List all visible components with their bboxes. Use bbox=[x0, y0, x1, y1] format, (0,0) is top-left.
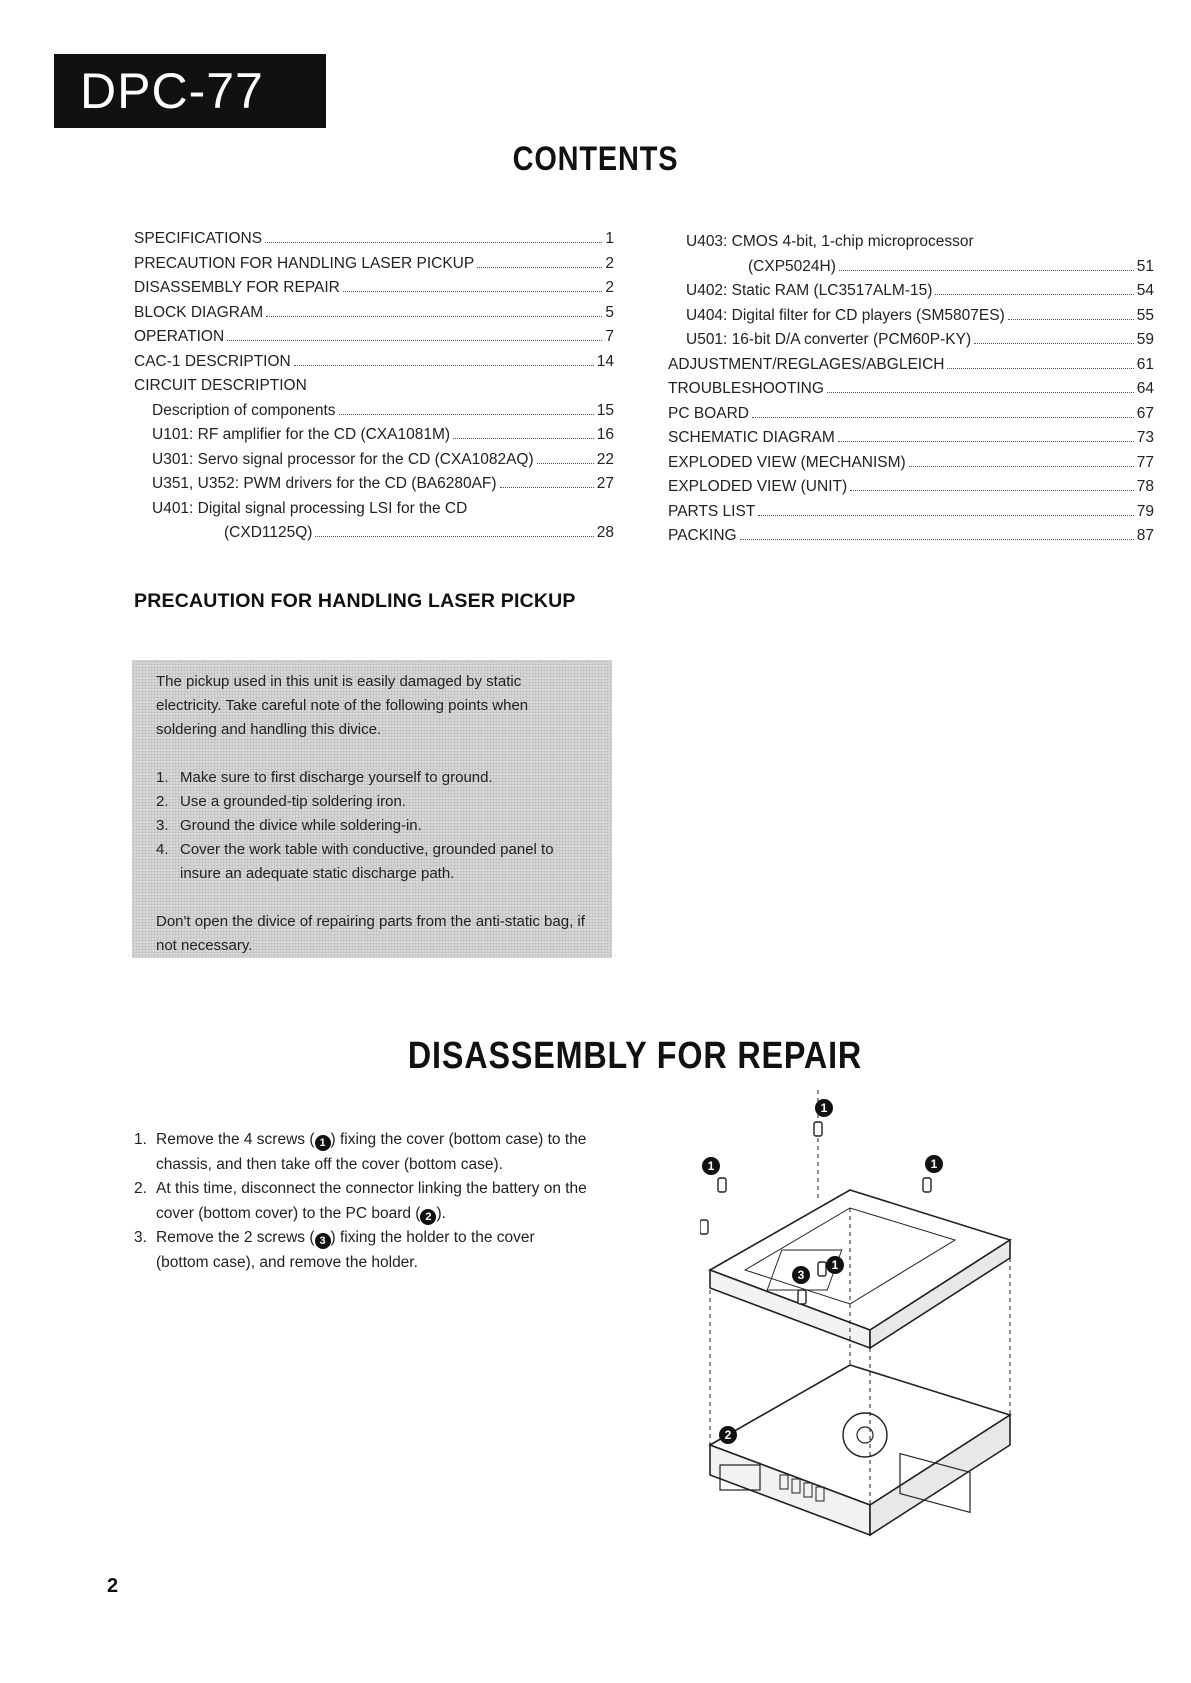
toc-entry-page: 64 bbox=[1136, 380, 1154, 397]
svg-text:1: 1 bbox=[930, 1157, 938, 1171]
toc-entry-label: U501: 16-bit D/A converter (PCM60P-KY) bbox=[686, 331, 972, 348]
screw-icon bbox=[700, 1220, 708, 1234]
toc-entry-label: U404: Digital filter for CD players (SM5807ES) bbox=[686, 306, 1005, 324]
screw-icon bbox=[718, 1178, 726, 1192]
toc-leader-dots bbox=[343, 291, 603, 292]
toc-entry-label: (CXP5024H) bbox=[748, 257, 836, 275]
toc-entry bbox=[134, 301, 614, 326]
toc-entry-page: 27 bbox=[596, 475, 614, 492]
toc-entry-label: CIRCUIT DESCRIPTION bbox=[134, 377, 307, 394]
marker-icon bbox=[719, 1426, 737, 1444]
toc-entry bbox=[134, 276, 614, 301]
toc-entry-label: TROUBLESHOOTING bbox=[668, 380, 824, 397]
toc-leader-dots bbox=[974, 343, 1134, 344]
toc-entry bbox=[668, 500, 1154, 525]
toc-leader-dots bbox=[266, 316, 602, 317]
toc-entry bbox=[134, 350, 614, 375]
toc-entry-label: Description of components bbox=[152, 401, 336, 419]
toc-entry bbox=[668, 402, 1154, 427]
toc-leader-dots bbox=[740, 539, 1134, 540]
toc-entry-page: 78 bbox=[1136, 478, 1154, 495]
svg-text:2: 2 bbox=[724, 1428, 732, 1442]
toc-leader-dots bbox=[839, 270, 1134, 271]
toc-entry-page: 73 bbox=[1136, 429, 1154, 446]
screw-icon bbox=[923, 1178, 931, 1192]
toc-entry-page: 67 bbox=[1136, 404, 1154, 422]
toc-entry-label: U301: Servo signal processor for the CD (CXA1082AQ) bbox=[152, 450, 534, 468]
toc-entry bbox=[134, 423, 614, 448]
screw-icon bbox=[798, 1290, 806, 1304]
toc-entry-page: 14 bbox=[596, 352, 614, 370]
toc-entry bbox=[668, 230, 1154, 255]
toc-leader-dots bbox=[339, 414, 594, 415]
toc-leader-dots bbox=[752, 417, 1134, 418]
marker-icon bbox=[702, 1157, 720, 1175]
toc-entry-label: SPECIFICATIONS bbox=[134, 230, 263, 247]
toc-entry-label: EXPLODED VIEW (UNIT) bbox=[668, 478, 848, 495]
toc-right-column bbox=[668, 230, 1154, 549]
toc-entry-page: 2 bbox=[605, 279, 614, 296]
marker-1-icon: 1 bbox=[315, 1135, 331, 1151]
marker-2-icon: 2 bbox=[420, 1209, 436, 1225]
toc-leader-dots bbox=[315, 536, 593, 537]
disassembly-step: 2. At this time, disconnect the connector linking the battery on the cover (bottom cover) to the PC board ( 2 ). bbox=[134, 1180, 587, 1223]
toc-entry bbox=[668, 524, 1154, 549]
toc-entry-label: U351, U352: PWM drivers for the CD (BA6280AF) bbox=[152, 475, 497, 492]
caution-point: 3. Ground the divice while soldering-in. bbox=[156, 817, 422, 834]
marker-3-icon: 3 bbox=[315, 1233, 331, 1249]
toc-leader-dots bbox=[453, 438, 594, 439]
toc-leader-dots bbox=[477, 267, 602, 268]
toc-leader-dots bbox=[227, 340, 602, 341]
toc-leader-dots bbox=[850, 490, 1134, 491]
toc-entry bbox=[668, 451, 1154, 476]
disassembly-step: 3. Remove the 2 screws ( 3 ) fixing the holder to the cover (bottom case), and remove the holder. bbox=[134, 1229, 535, 1271]
toc-leader-dots bbox=[294, 365, 594, 366]
toc-leader-dots bbox=[758, 515, 1133, 516]
toc-left-column bbox=[134, 227, 614, 546]
toc-entry bbox=[668, 328, 1154, 353]
toc-entry-label: ADJUSTMENT/REGLAGES/ABGLEICH bbox=[668, 355, 945, 373]
toc-entry-label: CAC-1 DESCRIPTION bbox=[134, 352, 291, 370]
toc-entry-label: PARTS LIST bbox=[668, 502, 756, 520]
disassembly-step: 1. Remove the 4 screws ( 1 ) fixing the cover (bottom case) to the chassis, and then take off the cover (bottom case). bbox=[134, 1131, 587, 1173]
toc-entry-page: 16 bbox=[596, 426, 614, 443]
marker-icon bbox=[815, 1099, 833, 1117]
toc-entry bbox=[134, 325, 614, 350]
marker-icon bbox=[792, 1266, 810, 1284]
page-number: 2 bbox=[107, 1575, 119, 1597]
toc-entry bbox=[134, 448, 614, 473]
toc-entry bbox=[668, 475, 1154, 500]
marker-icon bbox=[826, 1256, 844, 1274]
toc-entry-page: 22 bbox=[596, 450, 614, 468]
toc-entry bbox=[668, 255, 1154, 280]
toc-entry-label: U401: Digital signal processing LSI for the CD bbox=[152, 499, 468, 517]
precaution-heading: PRECAUTION FOR HANDLING LASER PICKUP bbox=[134, 590, 576, 612]
caution-point: 2. Use a grounded-tip soldering iron. bbox=[156, 793, 406, 810]
svg-text:1: 1 bbox=[820, 1101, 828, 1115]
svg-text:1: 1 bbox=[707, 1159, 715, 1173]
screw-icon bbox=[814, 1122, 822, 1136]
toc-entry-page: 28 bbox=[596, 524, 614, 541]
toc-entry-page: 2 bbox=[605, 254, 614, 272]
toc-entry-label: U403: CMOS 4-bit, 1-chip microprocessor bbox=[686, 233, 974, 250]
svg-text:1: 1 bbox=[831, 1258, 839, 1272]
toc-leader-dots bbox=[827, 392, 1134, 393]
disassembly-exploded-diagram bbox=[700, 1090, 1030, 1550]
caution-point: 4. Cover the work table with conductive, grounded panel to insure an adequate static discharge path. bbox=[156, 841, 554, 882]
toc-entry bbox=[668, 377, 1154, 402]
toc-entry-page: 77 bbox=[1136, 453, 1154, 471]
svg-text:3: 3 bbox=[797, 1268, 805, 1282]
toc-entry-page: 15 bbox=[596, 401, 614, 419]
toc-entry bbox=[668, 279, 1154, 304]
caution-footer: Don't open the divice of repairing parts from the anti-static bag, if not necessary. bbox=[156, 913, 585, 954]
toc-entry-page: 55 bbox=[1136, 306, 1154, 324]
toc-leader-dots bbox=[500, 487, 594, 488]
toc-leader-dots bbox=[265, 242, 602, 243]
toc-entry-label: BLOCK DIAGRAM bbox=[134, 303, 264, 321]
disassembly-steps bbox=[134, 1128, 589, 1275]
marker-icon bbox=[925, 1155, 943, 1173]
toc-entry-page: 79 bbox=[1136, 502, 1154, 520]
toc-leader-dots bbox=[947, 368, 1133, 369]
toc-entry bbox=[134, 227, 614, 252]
toc-entry-label: PACKING bbox=[668, 527, 737, 544]
toc-entry-page: 61 bbox=[1136, 355, 1154, 373]
toc-entry-label: EXPLODED VIEW (MECHANISM) bbox=[668, 453, 906, 471]
toc-entry bbox=[134, 521, 614, 546]
toc-entry-label: PC BOARD bbox=[668, 404, 749, 422]
caution-intro: The pickup used in this unit is easily damaged by static electricity. Take careful note of the following points when soldering and handling this divice. bbox=[156, 673, 529, 738]
toc-entry bbox=[134, 472, 614, 497]
caution-point: 1. Make sure to first discharge yourself to ground. bbox=[156, 769, 493, 786]
toc-entry bbox=[134, 374, 614, 399]
contents-title: CONTENTS bbox=[512, 140, 679, 178]
toc-entry-page: 51 bbox=[1136, 257, 1154, 275]
toc-entry-label: OPERATION bbox=[134, 328, 225, 345]
toc-entry-label: U101: RF amplifier for the CD (CXA1081M) bbox=[152, 426, 451, 443]
toc-entry bbox=[668, 304, 1154, 329]
toc-entry-label: (CXD1125Q) bbox=[224, 524, 313, 541]
toc-entry-page: 59 bbox=[1136, 331, 1154, 348]
toc-entry-label: SCHEMATIC DIAGRAM bbox=[668, 429, 835, 446]
toc-entry-page: 7 bbox=[605, 328, 614, 345]
toc-leader-dots bbox=[909, 466, 1134, 467]
toc-entry bbox=[134, 497, 614, 522]
caution-points bbox=[156, 766, 590, 886]
toc-entry-page: 54 bbox=[1136, 282, 1154, 299]
caution-box bbox=[132, 660, 612, 958]
toc-entry-label: PRECAUTION FOR HANDLING LASER PICKUP bbox=[134, 254, 475, 272]
model-badge bbox=[54, 54, 326, 128]
toc-leader-dots bbox=[838, 441, 1134, 442]
toc-leader-dots bbox=[1008, 319, 1134, 320]
screw-icon bbox=[818, 1262, 826, 1276]
toc-entry-page: 5 bbox=[605, 303, 614, 321]
toc-leader-dots bbox=[537, 463, 594, 464]
toc-entry bbox=[134, 252, 614, 277]
toc-entry bbox=[134, 399, 614, 424]
toc-entry-label: U402: Static RAM (LC3517ALM-15) bbox=[686, 282, 933, 299]
toc-entry-page: 87 bbox=[1136, 527, 1154, 544]
toc-entry bbox=[668, 426, 1154, 451]
disassembly-title: DISASSEMBLY FOR REPAIR bbox=[407, 1035, 863, 1077]
toc-entry-label: DISASSEMBLY FOR REPAIR bbox=[134, 279, 340, 296]
toc-leader-dots bbox=[935, 294, 1133, 295]
toc-entry bbox=[668, 353, 1154, 378]
toc-entry-page: 1 bbox=[605, 230, 614, 247]
model-name: DPC-77 bbox=[80, 63, 264, 119]
